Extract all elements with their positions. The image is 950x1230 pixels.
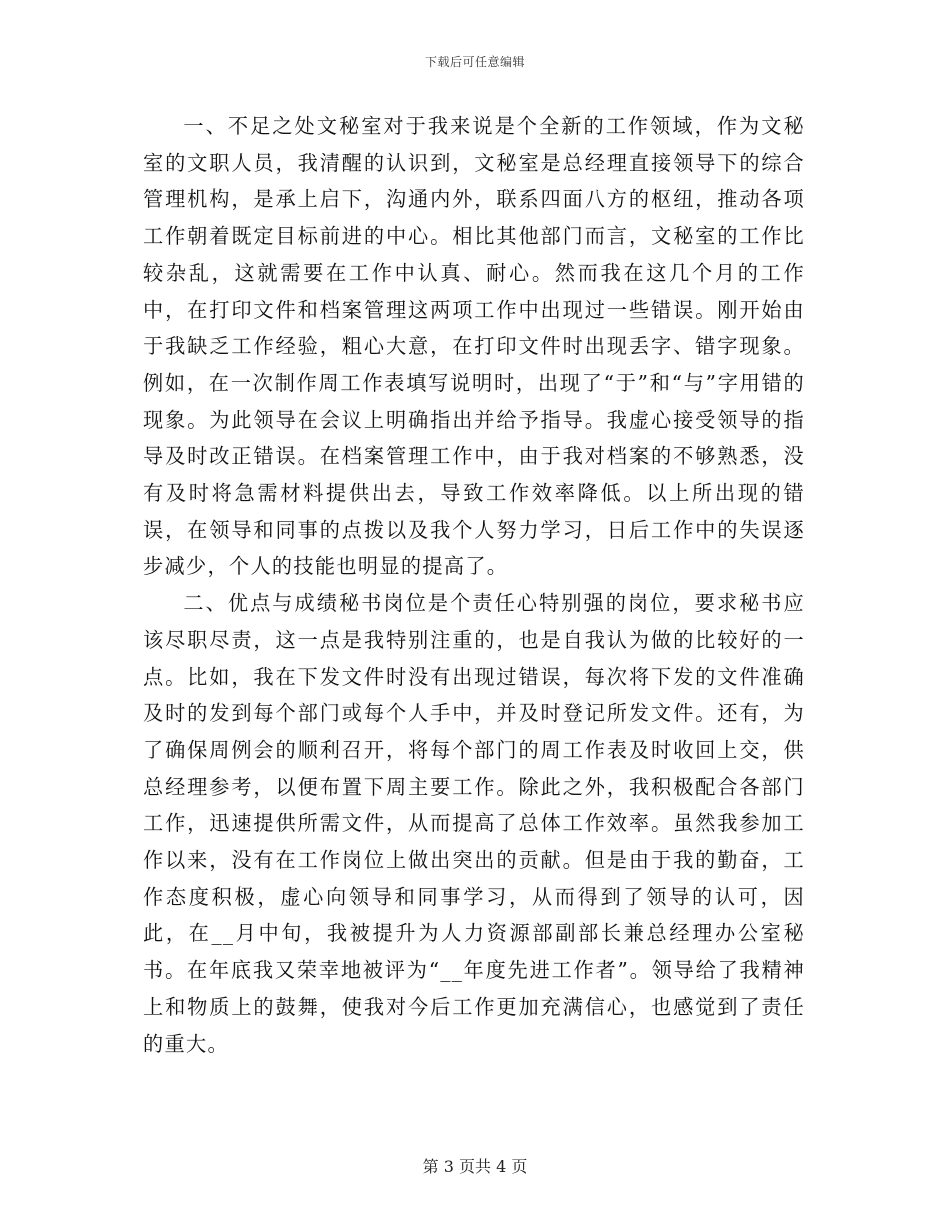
paragraph-shortcomings: 一、不足之处文秘室对于我来说是个全新的工作领域，作为文秘室的文职人员，我清醒的认识到，文秘室是总经理直接领导下的综合管理机构，是承上启下，沟通内外，联系四面八方的枢纽，推动各项工作朝着既定目标前进的中心。相比其他部门而言，文秘室的工作比较杂乱，这就需要在工作中认真、耐心。然而我在这几个月的工作中，在打印文件和档案管理这两项工作中出现过一些错误。刚开始由于我缺乏工作经验，粗心大意，在打印文件时出现丢字、错字现象。例如，在一次制作周工作表填写说明时，出现了“于”和“与”字用错的现象。为此领导在会议上明确指出并给予指导。我虚心接受领导的指导及时改正错误。在档案管理工作中，由于我对档案的不够熟悉，没有及时将急需材料提供出去，导致工作效率降低。以上所出现的错误，在领导和同事的点拨以及我个人努力学习，日后工作中的失误逐步减少，个人的技能也明显的提高了。	[143, 114, 805, 579]
page-number: 第 3 页共 4 页	[422, 1157, 528, 1176]
paragraph-strengths: 二、优点与成绩秘书岗位是个责任心特别强的岗位，要求秘书应该尽职尽责，这一点是我特别注重的，也是自我认为做的比较好的一点。比如，我在下发文件时没有出现过错误，每次将下发的文件准确及时的发到每个部门或每个人手中，并及时登记所发文件。还有，为了确保周例会的顺利召开，将每个部门的周工作表及时收回上交，供总经理参考，以便布置下周主要工作。除此之外，我积极配合各部门工作，迅速提供所需文件，从而提高了总体工作效率。虽然我参加工作以来，没有在工作岗位上做出突出的贡献。但是由于我的勤奋，工作态度积极，虚心向领导和同事学习，从而得到了领导的认可，因此，在__月中旬，我被提升为人力资源部副部长兼总经理办公室秘书。在年底我又荣幸地被评为“__年度先进工作者”。领导给了我精神上和物质上的鼓舞，使我对今后工作更加充满信心，也感觉到了责任的重大。	[143, 591, 805, 1056]
page-header: 下载后可任意编辑	[424, 55, 525, 69]
document-body	[143, 108, 805, 1062]
